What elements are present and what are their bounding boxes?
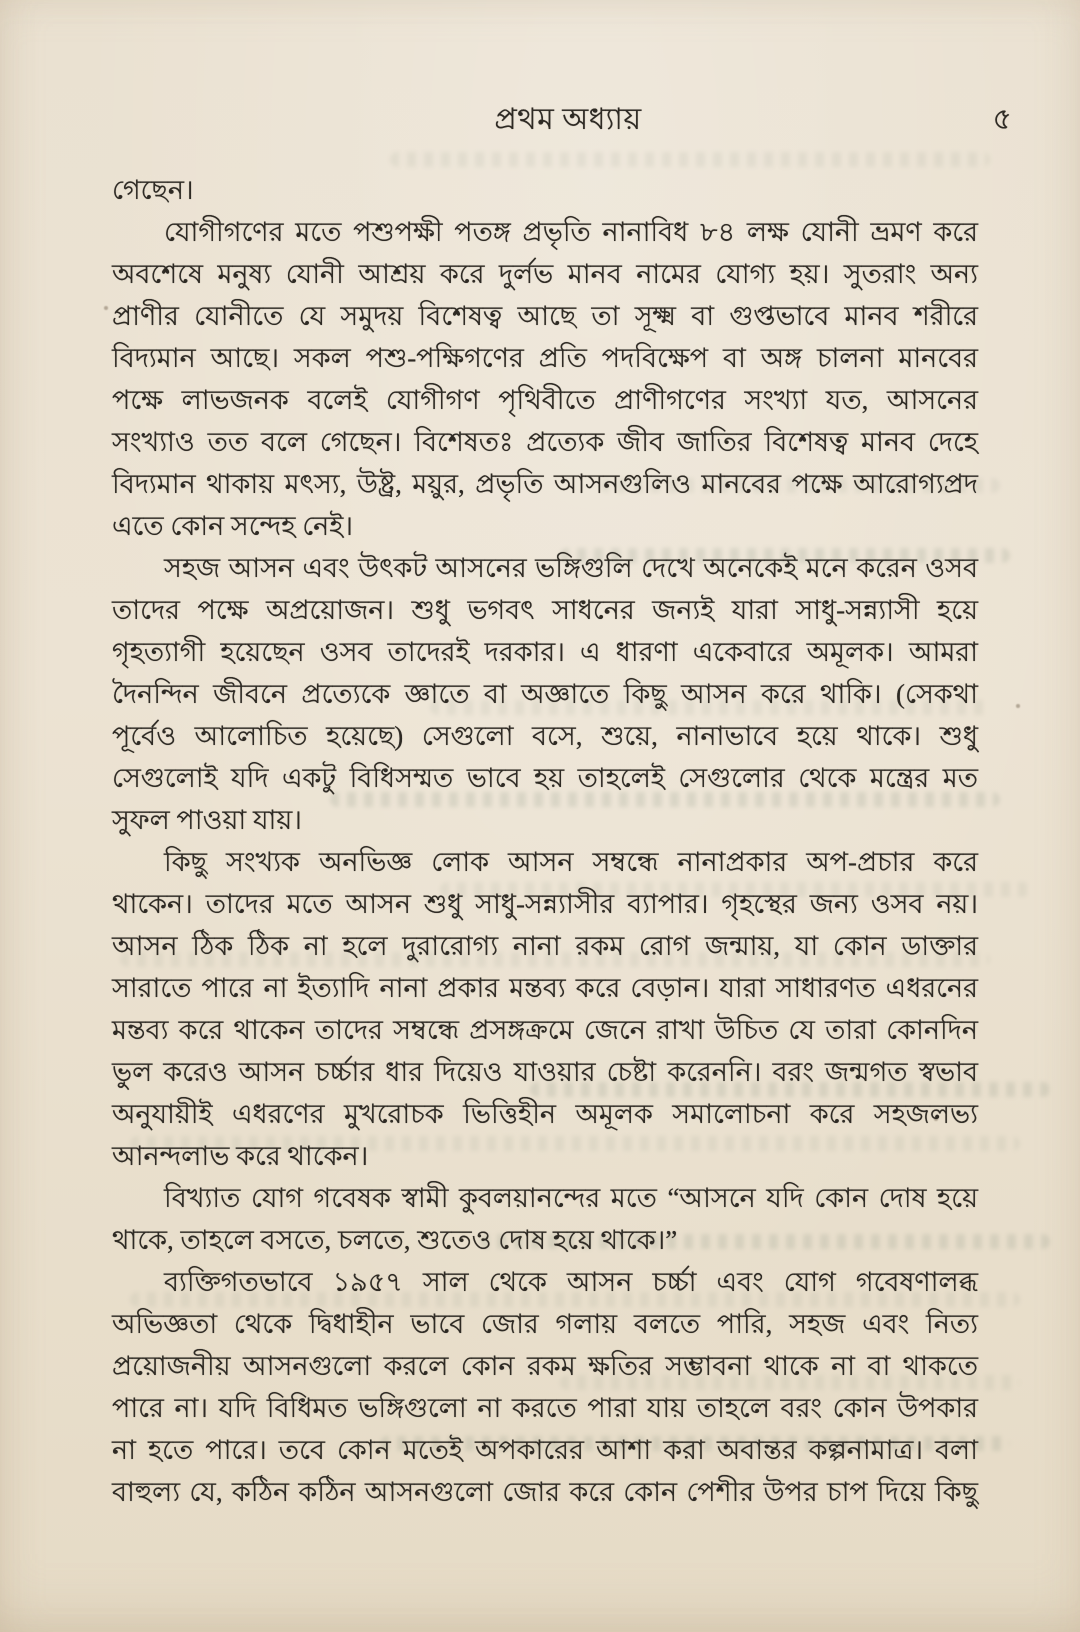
chapter-title: প্রথম অধ্যায় <box>494 103 642 136</box>
text-line: বিদ্যমান থাকায় মৎস্য, উষ্ট্র, ময়ুর, প্রভৃতি আসনগুলিও মানবের পক্ষে আরোগ্যপ্রদ <box>112 469 978 499</box>
text-line: কিছু সংখ্যক অনভিজ্ঞ লোক আসন সম্বন্ধে নানাপ্রকার অপ-প্রচার করে <box>164 847 978 877</box>
paper-speck <box>1016 704 1020 708</box>
text-line: যোগীগণের মতে পশুপক্ষী পতঙ্গ প্রভৃতি নানাবিধ ৮৪ লক্ষ যোনী ভ্রমণ করে <box>164 217 978 247</box>
page-header <box>0 97 1080 143</box>
text-line: বিদ্যমান আছে। সকল পশু-পক্ষিগণের প্রতি পদবিক্ষেপ বা অঙ্গ চালনা মানবের <box>112 343 978 373</box>
text-line: সংখ্যাও তত বলে গেছেন। বিশেষতঃ প্রত্যেক জীব জাতির বিশেষত্ব মানব দেহে <box>112 427 978 457</box>
paper-speck <box>104 306 108 310</box>
text-line: অবশেষে মনুষ্য যোনী আশ্রয় করে দুর্লভ মানব নামের যোগ্য হয়। সুতরাং অন্য <box>112 259 978 289</box>
text-line: গৃহত্যাগী হয়েছেন ওসব তাদেরই দরকার। এ ধারণা একেবারে অমূলক। আমরা <box>112 637 978 667</box>
text-line: অনুযায়ীই এধরণের মুখরোচক ভিত্তিহীন অমূলক সমালোচনা করে সহজলভ্য <box>112 1099 978 1129</box>
page-body <box>112 169 978 1513</box>
text-line: প্রাণীর যোনীতে যে সমুদয় বিশেষত্ব আছে তা সূক্ষ্ম বা গুপ্তভাবে মানব শরীরে <box>112 301 978 331</box>
text-line: না হতে পারে। তবে কোন মতেই অপকারের আশা করা অবান্তর কল্পনামাত্র। বলা <box>112 1435 978 1465</box>
text-line: আনন্দলাভ করে থাকেন। <box>112 1141 369 1171</box>
text-line: পারে না। যদি বিধিমত ভঙ্গিগুলো না করতে পারা যায় তাহলে বরং কোন উপকার <box>112 1393 978 1423</box>
text-line: তাদের পক্ষে অপ্রয়োজন। শুধু ভগবৎ সাধনের জন্যই যারা সাধু-সন্ন্যাসী হয়ে <box>112 595 978 625</box>
text-line: সেগুলোই যদি একটু বিধিসম্মত ভাবে হয় তাহলেই সেগুলোর থেকে মন্ত্রের মত <box>112 763 978 793</box>
text-line: পক্ষে লাভজনক বলেই যোগীগণ পৃথিবীতে প্রাণীগণের সংখ্যা যত, আসনের <box>112 385 978 415</box>
text-line: বিখ্যাত যোগ গবেষক স্বামী কুবলয়ানন্দের মতে “আসনে যদি কোন দোষ হয়ে <box>164 1183 978 1213</box>
text-line: সহজ আসন এবং উৎকট আসনের ভঙ্গিগুলি দেখে অনেকেই মনে করেন ওসব <box>164 553 978 583</box>
text-line: আসন ঠিক ঠিক না হলে দুরারোগ্য নানা রকম রোগ জন্মায়, যা কোন ডাক্তার <box>112 931 978 961</box>
text-line: মন্তব্য করে থাকেন তাদের সম্বন্ধে প্রসঙ্গক্রমে জেনে রাখা উচিত যে তারা কোনদিন <box>112 1015 978 1045</box>
text-line: বাহুল্য যে, কঠিন কঠিন আসনগুলো জোর করে কোন পেশীর উপর চাপ দিয়ে কিছু <box>112 1477 978 1507</box>
text-line: অভিজ্ঞতা থেকে দ্বিধাহীন ভাবে জোর গলায় বলতে পারি, সহজ এবং নিত্য <box>112 1309 978 1339</box>
text-line: ভুল করেও আসন চর্চ্চার ধার দিয়েও যাওয়ার চেষ্টা করেননি। বরং জন্মগত স্বভাব <box>112 1057 978 1087</box>
page-number: ৫ <box>992 103 1012 136</box>
text-line: দৈনন্দিন জীবনে প্রত্যেকে জ্ঞাতে বা অজ্ঞাতে কিছু আসন করে থাকি। (সেকথা <box>112 679 978 709</box>
text-line: সারাতে পারে না ইত্যাদি নানা প্রকার মন্তব্য করে বেড়ান। যারা সাধারণত এধরনের <box>112 973 978 1003</box>
text-line: গেছেন। <box>112 175 194 205</box>
text-line: এতে কোন সন্দেহ নেই। <box>112 511 353 541</box>
text-line: ব্যক্তিগতভাবে ১৯৫৭ সাল থেকে আসন চর্চ্চা এবং যোগ গবেষণালব্ধ <box>164 1267 978 1297</box>
text-line: প্রয়োজনীয় আসনগুলো করলে কোন রকম ক্ষতির সম্ভাবনা থাকে না বা থাকতে <box>112 1351 978 1381</box>
text-line: থাকে, তাহলে বসতে, চলতে, শুতেও দোষ হয়ে থাকে।” <box>112 1225 678 1255</box>
text-line: পূর্বেও আলোচিত হয়েছে) সেগুলো বসে, শুয়ে, নানাভাবে হয়ে থাকে। শুধু <box>112 721 978 751</box>
text-line: থাকেন। তাদের মতে আসন শুধু সাধু-সন্ন্যাসীর ব্যাপার। গৃহস্থের জন্য ওসব নয়। <box>112 889 978 919</box>
bleed-through-ghost-text <box>390 152 990 167</box>
text-line: সুফল পাওয়া যায়। <box>112 805 302 835</box>
